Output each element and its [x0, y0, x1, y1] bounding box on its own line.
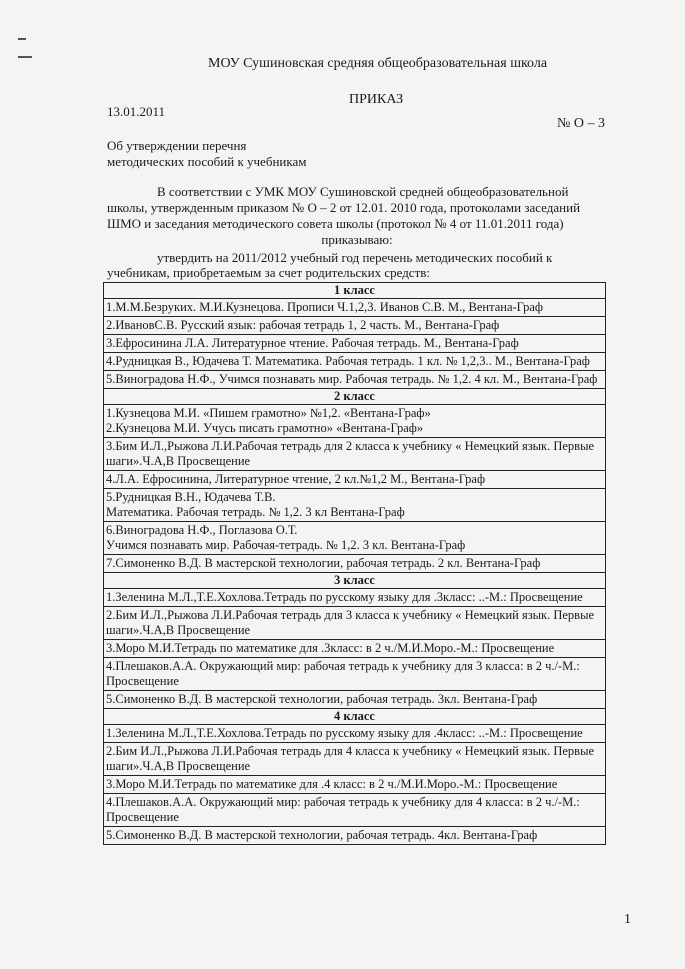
preamble-line: школы, утвержденным приказом № О – 2 от 12.01. 2010 года, протоколами заседаний	[107, 200, 581, 215]
manual-entry-line: 3.Моро М.И.Тетрадь по математике для .3класс: в 2 ч./М.И.Моро.-М.: Просвещение	[106, 641, 555, 655]
manual-entry-line: 3.Бим И.Л.,Рыжова Л.И.Рабочая тетрадь для 2 класса к учебнику « Немецкий язык. Первые шаги».Ч.А,В Просвещение	[106, 439, 595, 468]
manual-entry	[104, 589, 606, 607]
manual-entry	[104, 471, 606, 489]
school-name: МОУ Сушиновская средняя общеобразовательная школа	[208, 56, 548, 71]
manual-entry-line: Учимся познавать мир. Рабочая-тетрадь. № 1,2. 3 кл. Вентана-Граф	[106, 538, 466, 552]
manual-entry-line: 1.Зеленина М.Л.,Т.Е.Хохлова.Тетрадь по русскому языку для .4класс: ..-М.: Просвещение	[106, 726, 583, 740]
manual-entry-line: 3.Моро М.И.Тетрадь по математике для .4 класс: в 2 ч./М.И.Моро.-М.: Просвещение	[106, 777, 558, 791]
grade-title: 2 класс	[104, 389, 606, 405]
manual-entry-line: 6.Виноградова Н.Ф., Поглазова О.Т.	[106, 523, 298, 537]
manual-entry	[104, 827, 606, 845]
table-row	[104, 776, 606, 794]
table-row	[104, 471, 606, 489]
manual-entry	[104, 658, 606, 691]
manual-entry	[104, 607, 606, 640]
manual-entry	[104, 353, 606, 371]
table-row	[104, 371, 606, 389]
table-row	[104, 589, 606, 607]
manual-entry-line: 2.ИвановС.В. Русский язык: рабочая тетрадь 1, 2 часть. М., Вентана-Граф	[106, 318, 500, 332]
scan-artifact	[18, 30, 44, 34]
table-row	[104, 607, 606, 640]
table-row	[104, 405, 606, 438]
manual-entry-line: 4.Рудницкая В., Юдачева Т. Математика. Рабочая тетрадь. 1 кл. № 1,2,3.. М., Вентана-Граф	[106, 354, 590, 368]
decree-text: утвердить на 2011/2012 учебный год перечень методических пособий к учебникам, приобретаемым за счет родительских средств:	[107, 250, 553, 280]
manual-entry-line: 2.Бим И.Л.,Рыжова Л.И.Рабочая тетрадь для 3 класса к учебнику « Немецкий язык. Первые шаги».Ч.А,В Просвещение	[106, 608, 595, 637]
table-row	[104, 353, 606, 371]
table-row	[104, 794, 606, 827]
table-row	[104, 299, 606, 317]
table-row	[104, 691, 606, 709]
table-row	[104, 555, 606, 573]
preamble	[107, 184, 607, 248]
manual-entry	[104, 725, 606, 743]
document-type: ПРИКАЗ	[349, 92, 404, 107]
manual-entry-line: Математика. Рабочая тетрадь. № 1,2. 3 кл Вентана-Граф	[106, 505, 405, 519]
table-row	[104, 438, 606, 471]
table-row	[104, 640, 606, 658]
manuals-table	[103, 282, 606, 845]
manual-entry-line: 1.М.М.Безруких. М.И.Кузнецова. Прописи Ч.1,2,3. Иванов С.В. М., Вентана-Граф	[106, 300, 544, 314]
preamble-line: В соответствии с УМК МОУ Сушиновской средней общеобразовательной	[157, 184, 569, 199]
manual-entry	[104, 776, 606, 794]
manual-entry	[104, 743, 606, 776]
grade-header-row	[104, 709, 606, 725]
order-date: 13.01.2011	[107, 104, 166, 119]
manual-entry	[104, 438, 606, 471]
manual-entry	[104, 405, 606, 438]
manual-entry-line: 5.Рудницкая В.Н., Юдачева Т.В.	[106, 490, 276, 504]
manual-entry-line: 3.Ефросинина Л.А. Литературное чтение. Рабочая тетрадь. М., Вентана-Граф	[106, 336, 519, 350]
manual-entry-line: 4.Плешаков.А.А. Окружающий мир: рабочая тетрадь к учебнику для 3 класса: в 2 ч./-М.: Просвещение	[106, 659, 580, 688]
table-row	[104, 489, 606, 522]
grade-header-row	[104, 283, 606, 299]
table-row	[104, 725, 606, 743]
manual-entry	[104, 299, 606, 317]
grade-title: 4 класс	[104, 709, 606, 725]
manual-entry-line: 5.Симоненко В.Д. В мастерской технологии, рабочая тетрадь. 3кл. Вентана-Граф	[106, 692, 538, 706]
grade-header-row	[104, 573, 606, 589]
manual-entry-line: 2.Кузнецова М.И. Учусь писать грамотно» «Вентана-Граф»	[106, 421, 424, 435]
manual-entry	[104, 522, 606, 555]
order-number: № О – 3	[557, 116, 605, 131]
grade-title: 3 класс	[104, 573, 606, 589]
manual-entry-line: 2.Бим И.Л.,Рыжова Л.И.Рабочая тетрадь для 4 класса к учебнику « Немецкий язык. Первые шаги».Ч.А,В Просвещение	[106, 744, 595, 773]
table-row	[104, 522, 606, 555]
manual-entry	[104, 555, 606, 573]
manual-entry-line: 4.Л.А. Ефросинина, Литературное чтение, 2 кл.№1,2 М., Вентана-Граф	[106, 472, 486, 486]
table-row	[104, 317, 606, 335]
manual-entry	[104, 335, 606, 353]
manual-entry-line: 1.Кузнецова М.И. «Пишем грамотно» №1,2. «Вентана-Граф»	[106, 406, 431, 420]
table-row	[104, 658, 606, 691]
grade-header-row	[104, 389, 606, 405]
manual-entry-line: 4.Плешаков.А.А. Окружающий мир: рабочая тетрадь к учебнику для 4 класса: в 2 ч./-М.: Просвещение	[106, 795, 580, 824]
manual-entry	[104, 691, 606, 709]
subject-line: Об утверждении перечня	[107, 138, 247, 153]
manual-entry-line: 7.Симоненко В.Д. В мастерской технологии, рабочая тетрадь. 2 кл. Вентана-Граф	[106, 556, 541, 570]
manual-entry	[104, 489, 606, 522]
page-number: 1	[624, 912, 631, 927]
preamble-line: ШМО и заседания методического совета школы (протокол № 4 от 11.01.2011 года)	[107, 216, 564, 231]
manual-entry-line: 5.Симоненко В.Д. В мастерской технологии, рабочая тетрадь. 4кл. Вентана-Граф	[106, 828, 538, 842]
preamble-order-word: приказываю:	[321, 232, 393, 247]
grade-title: 1 класс	[104, 283, 606, 299]
manual-entry	[104, 371, 606, 389]
table-row	[104, 335, 606, 353]
order-subject	[107, 138, 306, 170]
manual-entry	[104, 794, 606, 827]
manual-entry-line: 5.Виноградова Н.Ф., Учимся познавать мир. Рабочая тетрадь. № 1,2. 4 кл. М., Вентана-Граф	[106, 372, 598, 386]
subject-line: методических пособий к учебникам	[107, 154, 307, 169]
manual-entry	[104, 640, 606, 658]
table-row	[104, 827, 606, 845]
manual-entry	[104, 317, 606, 335]
manual-entry-line: 1.Зеленина М.Л.,Т.Е.Хохлова.Тетрадь по русскому языку для .3класс: ..-М.: Просвещение	[106, 590, 583, 604]
table-row	[104, 743, 606, 776]
